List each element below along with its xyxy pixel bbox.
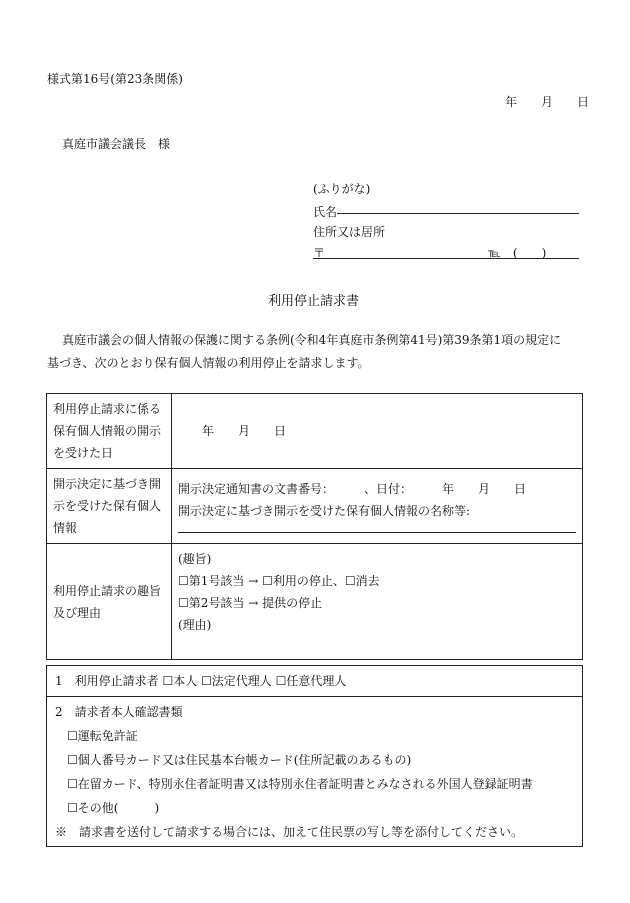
purpose-option-2[interactable]: ☐第2号該当 → 提供の停止	[178, 596, 323, 610]
table-label-cell	[47, 544, 172, 660]
table-row	[47, 469, 583, 544]
id-doc-option-2[interactable]: ☐個人番号カード又は住民基本台帳カード(住所記載のあるもの)	[67, 753, 412, 767]
row3-label-line-2: 及び理由	[53, 605, 102, 620]
row1-label-line-1: 利用停止請求に係る	[53, 402, 162, 416]
address-label: 住所又は居所	[313, 225, 386, 239]
requester-type[interactable]: 1 利用停止請求者 ☐本人 ☐法定代理人 ☐任意代理人	[55, 674, 347, 688]
intro-line-2: 基づき、次のとおり保有個人情報の利用停止を請求します。	[47, 356, 370, 370]
disclosed-info-cell[interactable]	[172, 469, 583, 544]
row3-label-line-1: 利用停止請求の趣旨	[53, 583, 162, 598]
notice-number-line: 開示決定通知書の文書番号： 、日付： 年 月 日	[178, 481, 527, 496]
reason-label: (理由)	[178, 618, 212, 632]
requester-type-cell[interactable]	[47, 666, 583, 697]
row2-label-line-2: 示を受けた保有個人	[53, 499, 162, 513]
id-documents-cell[interactable]	[47, 697, 583, 847]
table-row	[47, 697, 583, 847]
address-field[interactable]	[313, 258, 579, 259]
table-row	[47, 666, 583, 697]
id-doc-option-1[interactable]: ☐運転免許証	[67, 729, 138, 743]
table-row	[47, 394, 583, 469]
id-doc-option-4[interactable]: ☐その他( )	[67, 801, 160, 815]
name-field[interactable]	[337, 213, 579, 214]
disclosure-date-cell[interactable]	[172, 394, 583, 469]
request-details-table	[46, 393, 583, 660]
disclosure-date-value: 年 月 日	[202, 424, 287, 438]
row1-label-line-3: を受けた日	[53, 446, 114, 460]
addressee: 真庭市議会議長 様	[62, 137, 171, 151]
id-documents-heading: 2 請求者本人確認書類	[55, 705, 183, 719]
postal-mark: 〒	[313, 246, 326, 260]
table-label-cell	[47, 394, 172, 469]
name-label: 氏名	[313, 205, 338, 219]
info-name-field[interactable]	[178, 532, 576, 533]
row2-label-line-3: 情報	[53, 521, 78, 535]
table-row	[47, 544, 583, 660]
row1-label-line-2: 保有個人情報の開示	[53, 424, 162, 438]
requester-table	[46, 665, 583, 847]
document-title: 利用停止請求書	[268, 294, 360, 309]
id-doc-option-3[interactable]: ☐在留カード、特別永住者証明書又は特別永住者証明書とみなされる外国人登録証明書	[67, 777, 533, 791]
date-line: 年 月 日	[505, 95, 590, 109]
row2-label-line-1: 開示決定に基づき開	[53, 477, 162, 491]
purpose-reason-cell[interactable]	[172, 544, 583, 660]
intro-line-1: 真庭市議会の個人情報の保護に関する条例(令和4年真庭市条例第41号)第39条第1項の規定に	[62, 333, 562, 347]
mailing-note: ※ 請求書を送付して請求する場合には、加えて住民票の写し等を添付してください。	[55, 825, 524, 839]
purpose-option-1[interactable]: ☐第1号該当 → ☐利用の停止、☐消去	[178, 574, 380, 588]
tel-label: ℡ ( )	[488, 246, 547, 260]
purpose-label: (趣旨)	[178, 552, 212, 566]
info-name-line: 開示決定に基づき開示を受けた保有個人情報の名称等:	[178, 503, 471, 518]
table-label-cell	[47, 469, 172, 544]
furigana-label: (ふりがな)	[313, 182, 371, 196]
form-number: 様式第16号(第23条関係)	[47, 72, 183, 86]
